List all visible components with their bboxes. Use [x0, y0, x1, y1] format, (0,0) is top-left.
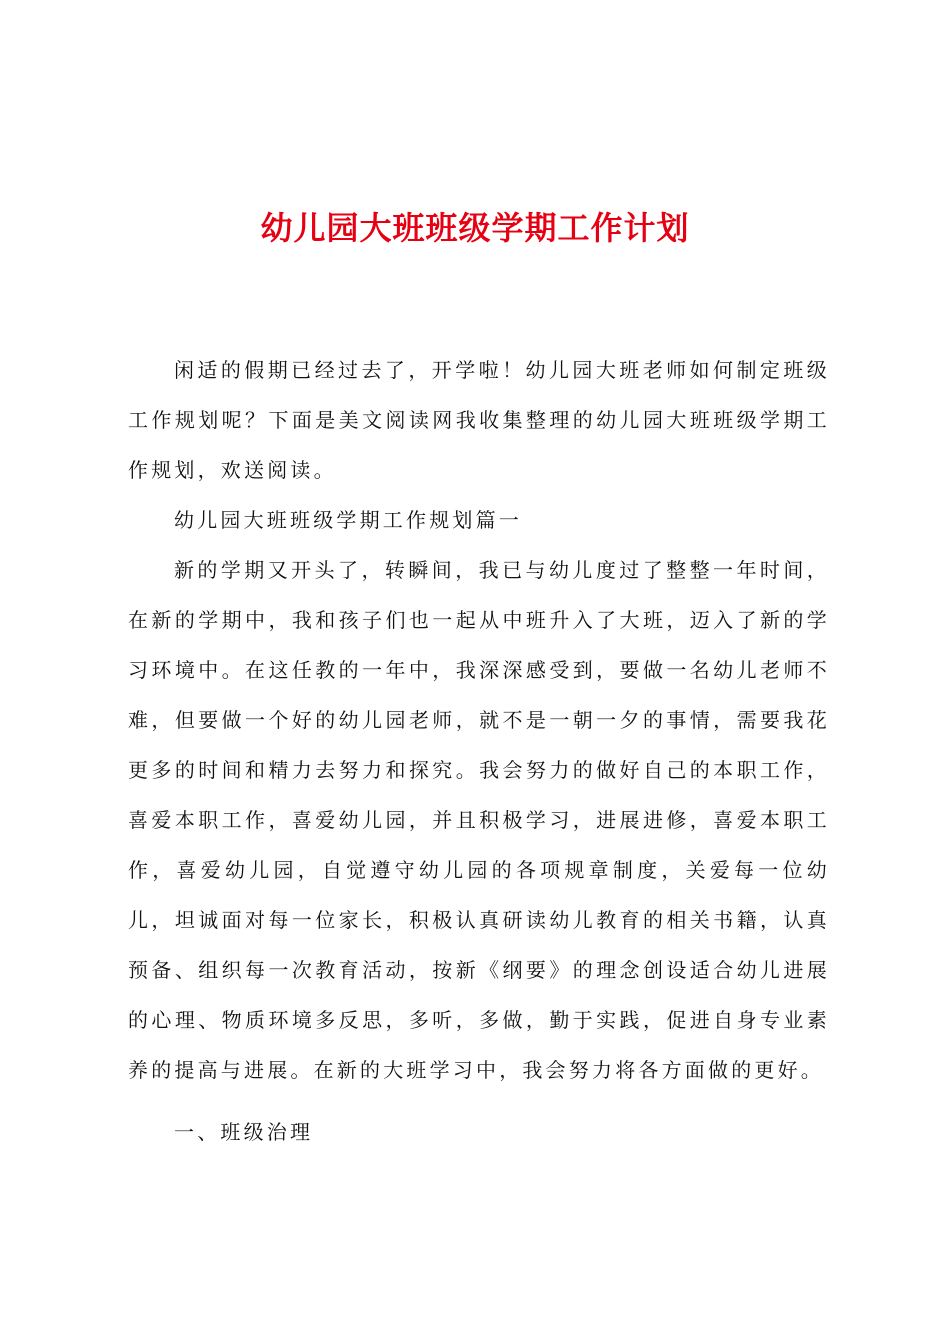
document-title: 幼儿园大班班级学期工作计划: [260, 209, 690, 247]
body-paragraph: 新的学期又开头了，转瞬间，我已与幼儿度过了整整一年时间，在新的学期中，我和孩子们也一起从中班升入了大班，迈入了新的学习环境中。在这任教的一年中，我深深感受到，要做一名幼儿老师不难，但要做一个好的幼儿园老师，就不是一朝一夕的事情，需要我花更多的时间和精力去努力和探究。我会努力的做好自己的本职工作，喜爱本职工作，喜爱幼儿园，并且积极学习，进展进修，喜爱本职工作，喜爱幼儿园，自觉遵守幼儿园的各项规章制度，关爱每一位幼儿，坦诚面对每一位家长，积极认真研读幼儿教育的相关书籍，认真预备、组织每一次教育活动，按新《纲要》的理念创设适合幼儿进展的心理、物质环境多反思，多听，多做，勤于实践，促进自身专业素养的提高与进展。在新的大班学习中，我会努力将各方面做的更好。: [128, 558, 830, 1082]
intro-paragraph: 闲适的假期已经过去了，开学啦！幼儿园大班老师如何制定班级工作规划呢？下面是美文阅读网我收集整理的幼儿园大班班级学期工作规划，欢送阅读。: [128, 358, 830, 482]
document-body: [128, 345, 830, 1157]
section-heading-part-one: 幼儿园大班班级学期工作规划篇一: [174, 508, 522, 532]
section-heading-class-management: 一、班级治理: [174, 1120, 314, 1144]
